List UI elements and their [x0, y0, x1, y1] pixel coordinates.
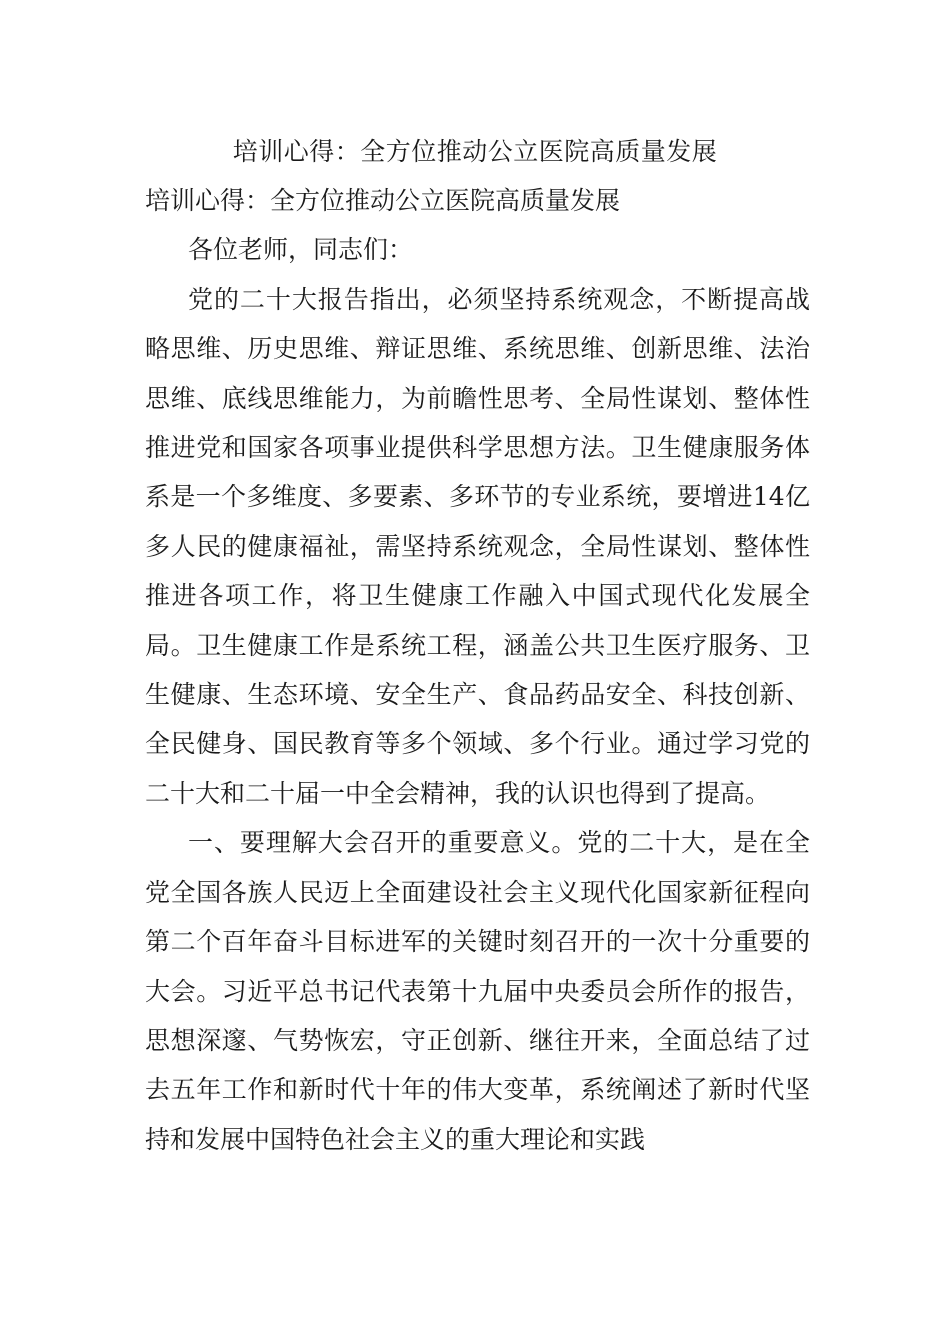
salutation: 各位老师，同志们： — [188, 235, 414, 265]
paragraph: 党的二十大报告指出，必须坚持系统观念，不断提高战略思维、历史思维、辩证思维、系统思维、创新思维、法治思维、底线思维能力，为前瞻性思考、全局性谋划、整体性推进党和国家各项事业提供科学思想方法。卫生健康服务体系是一个多维度、多要素、多环节的专业系统，要增进14亿多人民的健康福祉，需坚持系统观念，全局性谋划、整体性推进各项工作，将卫生健康工作融入中国式现代化发展全局。卫生健康工作是系统工程，涵盖公共卫生医疗服务、卫生健康、生态环境、安全生产、食品药品安全、科技创新、全民健身、国民教育等多个领域、多个行业。通过学习党的二十大和二十届一中全会精神，我的认识也得到了提高。 — [145, 284, 810, 808]
paragraph: 一、要理解大会召开的重要意义。党的二十大，是在全党全国各族人民迈上全面建设社会主义现代化国家新征程向第二个百年奋斗目标进军的关键时刻召开的一次十分重要的大会。习近平总书记代表第十九届中央委员会所作的报告，思想深邃、气势恢宏，守正创新、继往开来，全面总结了过去五年工作和新时代十年的伟大变革，系统阐述了新时代坚持和发展中国特色社会主义的重大理论和实践 — [145, 828, 810, 1154]
document-body — [145, 176, 810, 1164]
document-title: 培训心得：全方位推动公立医院高质量发展 — [232, 137, 718, 166]
document-subtitle: 培训心得：全方位推动公立医院高质量发展 — [145, 186, 621, 215]
